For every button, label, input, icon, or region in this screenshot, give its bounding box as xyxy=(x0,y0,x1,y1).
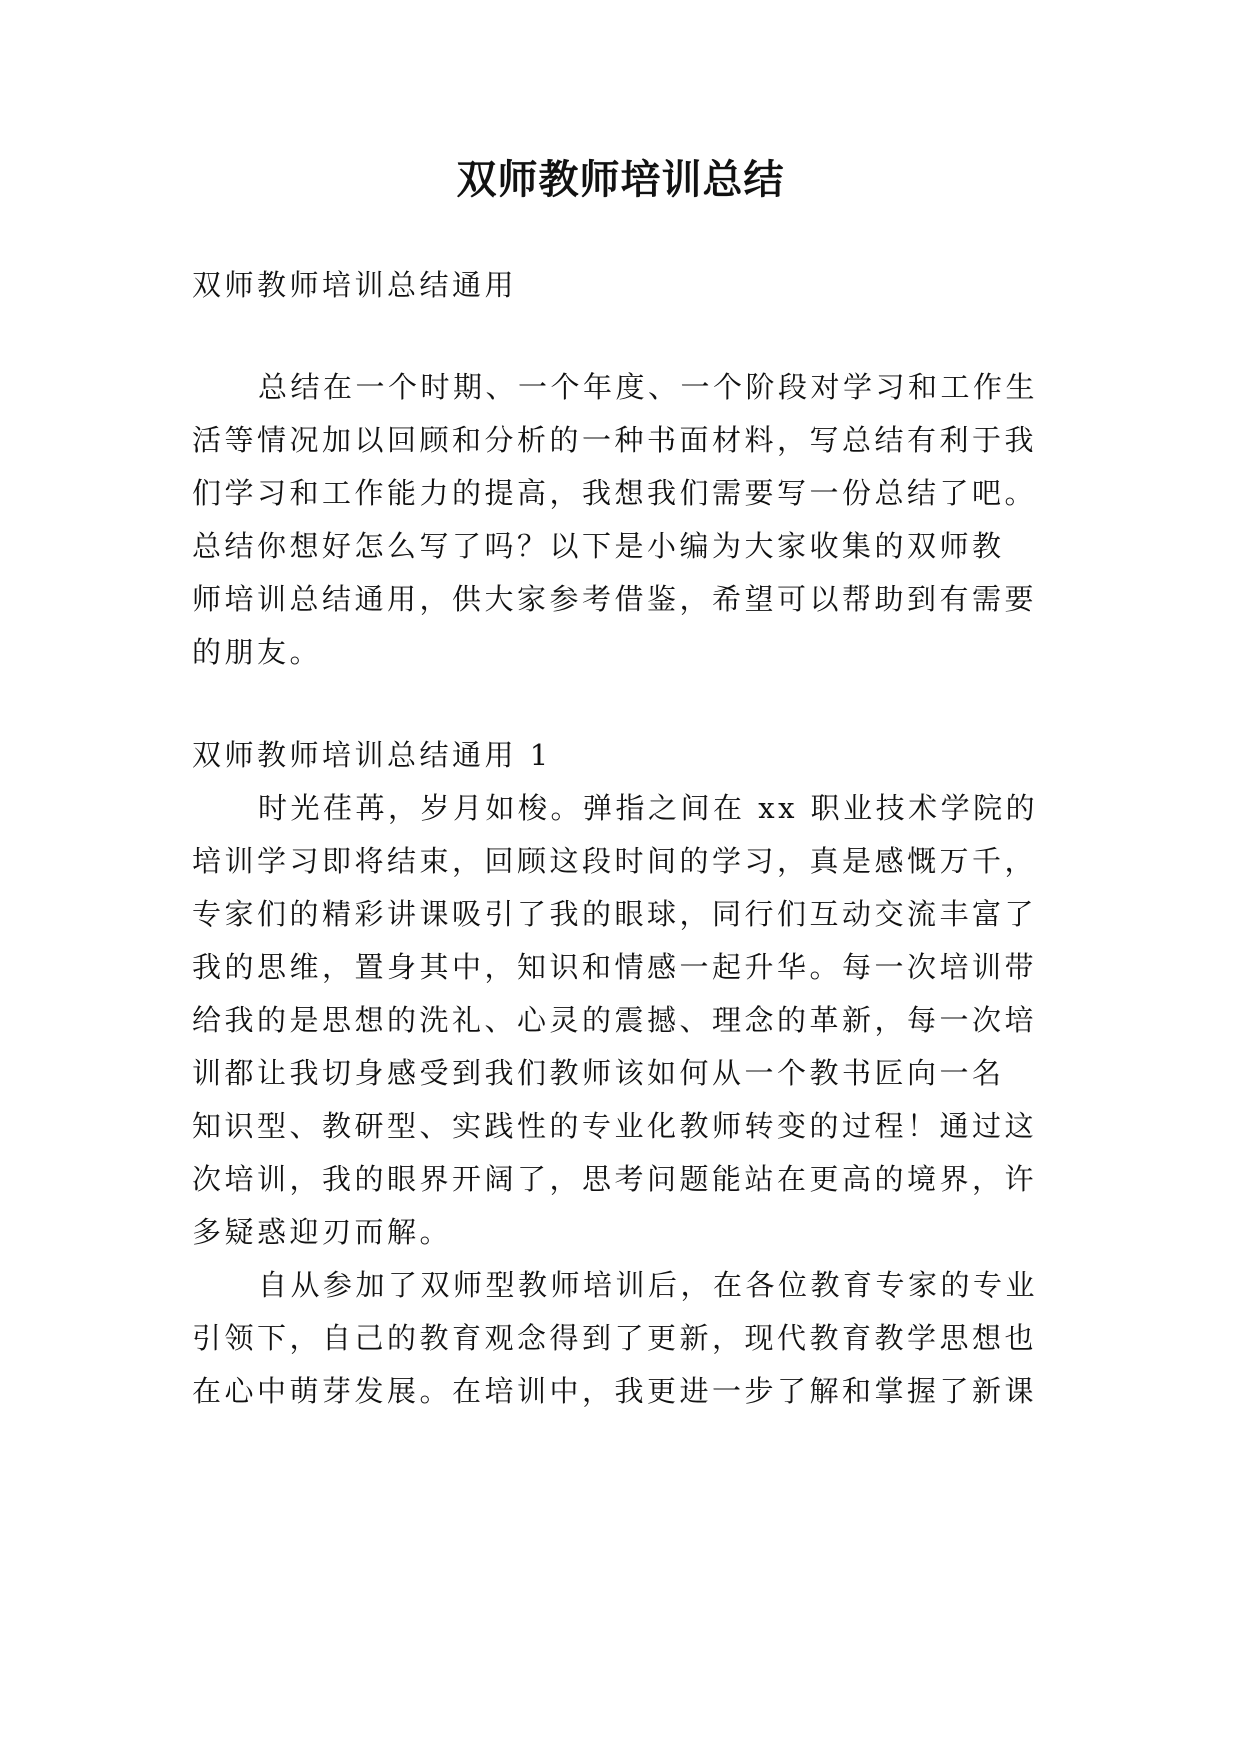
intro-line-5: 师培训总结通用，供大家参考借鉴，希望可以帮助到有需要 xyxy=(192,582,1038,616)
para2-line-1: 自从参加了双师型教师培训后，在各位教育专家的专业 xyxy=(258,1268,1039,1302)
para1-line-5: 给我的是思想的洗礼、心灵的震撼、理念的革新，每一次培 xyxy=(192,1003,1038,1037)
para1-line-4: 我的思维，置身其中，知识和情感一起升华。每一次培训带 xyxy=(192,950,1038,984)
para1-line-1: 时光荏苒，岁月如梭。弹指之间在 xx 职业技术学院的 xyxy=(258,791,1039,825)
intro-line-4: 总结你想好怎么写了吗？以下是小编为大家收集的双师教 xyxy=(192,529,1005,563)
para1-line-6: 训都让我切身感受到我们教师该如何从一个教书匠向一名 xyxy=(192,1056,1005,1090)
para2-line-2: 引领下，自己的教育观念得到了更新，现代教育教学思想也 xyxy=(192,1321,1038,1355)
section-heading: 双师教师培训总结通用 1 xyxy=(192,738,552,772)
para1-line-2: 培训学习即将结束，回顾这段时间的学习，真是感慨万千， xyxy=(192,844,1038,878)
intro-line-2: 活等情况加以回顾和分析的一种书面材料，写总结有利于我 xyxy=(192,423,1038,457)
intro-line-3: 们学习和工作能力的提高，我想我们需要写一份总结了吧。 xyxy=(192,476,1038,510)
document-subtitle: 双师教师培训总结通用 xyxy=(192,268,518,302)
para2-line-3: 在心中萌芽发展。在培训中，我更进一步了解和掌握了新课 xyxy=(192,1374,1038,1408)
para1-line-7: 知识型、教研型、实践性的专业化教师转变的过程！通过这 xyxy=(192,1109,1038,1143)
intro-line-6: 的朋友。 xyxy=(192,635,323,669)
para1-line-3: 专家们的精彩讲课吸引了我的眼球，同行们互动交流丰富了 xyxy=(192,897,1038,931)
para1-line-9: 多疑惑迎刃而解。 xyxy=(192,1215,453,1249)
para1-line-8: 次培训，我的眼界开阔了，思考问题能站在更高的境界，许 xyxy=(192,1162,1038,1196)
document-title: 双师教师培训总结 xyxy=(456,156,785,203)
intro-line-1: 总结在一个时期、一个年度、一个阶段对学习和工作生 xyxy=(258,370,1039,404)
